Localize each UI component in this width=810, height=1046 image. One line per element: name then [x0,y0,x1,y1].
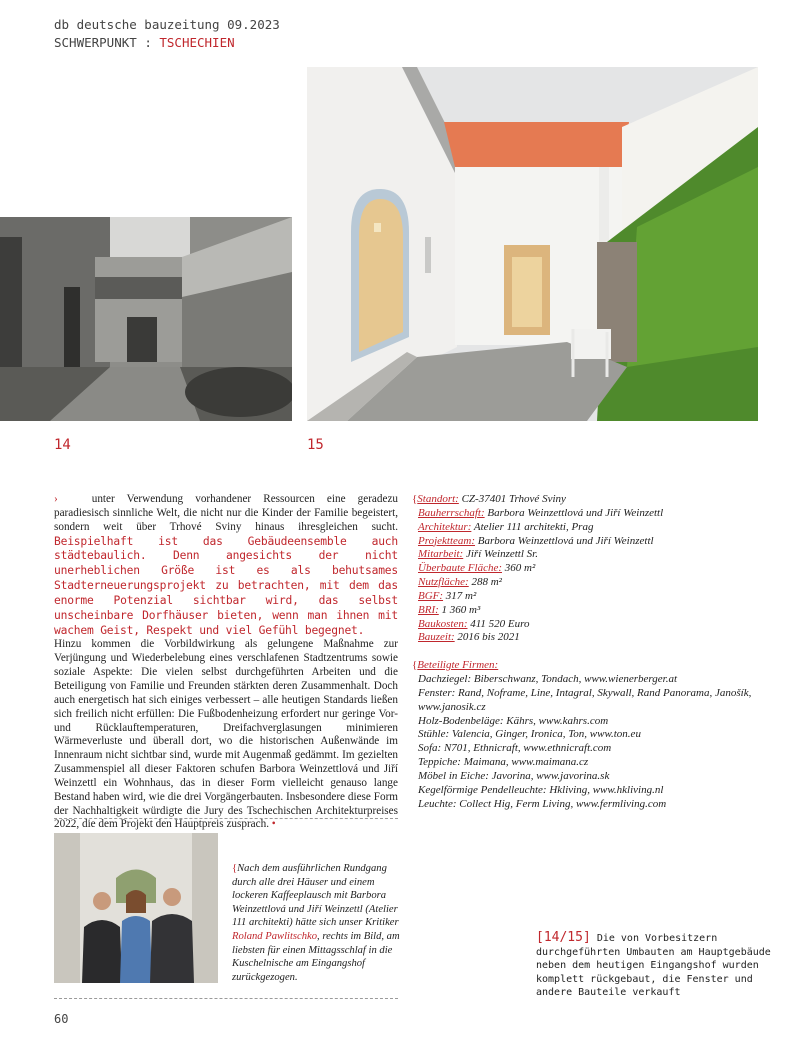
paragraph-1: unter Verwendung vorhandener Ressourcen eine geradezu paradiesisch sinnliche Welt, die nicht nur die Kinder der Familie begeistert, sondern weit über Trhové Sviny hinaus ihresgleichen sucht. [54,493,398,533]
facts-brace: { [412,493,418,505]
fact-key: BRI: [418,603,439,616]
fact-key: BGF: [418,589,444,602]
fact-value: Atelier 111 architekti, Prag [471,520,594,533]
firm-item: Teppiche: Maimana, www.maimana.cz [418,756,589,769]
figure-caption [536,931,776,1000]
section-label: SCHWERPUNKT [54,35,137,50]
page-number: 60 [54,1012,69,1026]
fact-key: Architektur: [418,520,472,533]
firms-brace: { [412,659,418,672]
fact-value: 288 m² [468,576,502,589]
photo-renovated-courtyard [307,67,758,421]
fact-row [412,576,762,590]
firm-item: Kegelförmige Pendelleuchte: Hkliving, www.hkliving.nl [418,783,664,796]
fact-value: 2016 bis 2021 [454,631,520,644]
figure-number-15: 15 [307,437,324,453]
project-facts [412,493,762,811]
divider-bottom [54,998,398,999]
firm-item: Möbel in Eiche: Javorina, www.javorina.sk [418,769,610,782]
fact-value: Jiří Weinzettl Sr. [463,548,538,561]
article-body [54,493,398,832]
fact-key: Mitarbeit: [418,548,464,561]
fact-row [412,562,762,576]
fact-value: Barbora Weinzettlová und Jiří Weinzettl [475,534,654,547]
topic-label: TSCHECHIEN [159,35,235,50]
caption-text-end: , rechts im Bild, am liebsten für einen Mittagsschlaf in die Kuschelnische am Eingangshof zurückgezogen. [232,930,400,983]
fact-value: 411 520 Euro [467,617,530,630]
fact-key: Überbaute Fläche: [418,562,502,575]
firm-item: Dachziegel: Biberschwanz, Tondach, www.wienerberger.at [418,672,677,685]
fact-row [412,493,762,507]
firms-heading-row [412,659,762,673]
fact-key: Bauzeit: [418,631,455,644]
firm-item: Leuchte: Collect Hig, Ferm Living, www.fermliving.com [418,797,667,810]
pull-quote: Beispielhaft ist das Gebäudeensemble auch städtebaulich. Denn angesichts der nicht unerheblichen Größe ist es als behutsames Stadterneuerungsprojekt zu betrachten, mit dem das enorme Potenzial sichtbar wird, das selbst unscheinbare Dorfhäuser bieten, wenn man ihnen mit wachem Geist, Respekt und viel Gefühl begegnet. [54,534,398,637]
section-separator: : [136,35,160,50]
firm-item: Stühle: Valencia, Ginger, Ironica, Ton, www.ton.eu [418,728,641,741]
section-line [54,34,280,52]
fact-value: Barbora Weinzettlová und Jiří Weinzettl [484,506,664,519]
fact-row [412,618,762,632]
team-photo-caption [232,862,402,984]
continuation-arrow: › [54,493,58,505]
fact-value: 360 m² [502,562,536,575]
fact-key: Baukosten: [418,617,468,630]
end-mark: • [271,818,276,831]
fact-row [412,604,762,618]
fact-key: Bauherrschaft: [418,506,485,519]
fact-row [412,548,762,562]
fact-value: CZ-37401 Trhové Sviny [458,493,566,505]
caption-text-start: Nach dem ausführlichen Rundgang durch alle drei Häuser und einem lockeren Kaffeeplausch mit Barbora Weinzettlová und Jiří Weinzettl (Atelier 111 architekti) hätte sich unser Kritiker [232,863,399,929]
fact-row [412,631,762,645]
photo-old-courtyard [0,217,292,421]
photo-team [54,833,218,983]
fact-value: 1 360 m³ [438,603,481,616]
facts-list [412,493,762,645]
caption-brace: { [232,863,238,874]
fact-key: Projektteam: [418,534,476,547]
fact-value: 317 m² [443,589,477,602]
divider-top [54,818,398,819]
paragraph-2: Hinzu kommen die Vorbildwirkung als gelungene Maßnahme zur Verjüngung und Wiederbelebung eines verschlafenen Stadtzentrums sowie soziale Aspekte: Die vielen selbst durchgeführten Arbeiten und die Beteiligung von Familie und Freunden stärkten deren Zusammenhalt. Doch auch energetisch hat sich einiges verbessert – alle heutigen Standards ließen sich freilich nicht erfüllen: Die Fußbodenheizung erfordert nur geringe Vor- und Rücklauftemperaturen, Dreifachverglasungen minimieren Wärmeverluste und überall dort, wo die historischen Außenwände im Innenraum nicht sichtbar sind, wurde mit Augenmaß gedämmt. Im gezielten Zusammenspiel all dieser Faktoren schufen Barbora Weinzettlová und Jiří Weinzettl ein Wohnhaus, das in dieser Form vielleicht genauso lange Bestand haben wird, wie die drei Vorgängerbauten. Insbesondere diese Form der Nachhaltigkeit würdigte die Jury des Tschechischen Architekturpreises 2022, die dem Projekt den Hauptpreis zusprach. [54,638,398,831]
fact-row [412,507,762,521]
figure-caption-text: Die von Vorbesitzern durchgeführten Umbauten am Hauptgebäude neben dem heutigen Eingangshof wurden komplett rückgebaut, die Fenster und andere Bauteile verkauft [536,933,771,999]
magazine-issue: db deutsche bauzeitung 09.2023 [54,17,280,32]
fact-key: Standort: [417,493,459,505]
fact-row [412,590,762,604]
fact-row [412,521,762,535]
figure-number-14: 14 [54,437,71,453]
fact-row [412,535,762,549]
firm-item: Fenster: Rand, Noframe, Line, Intagral, Skywall, Rand Panorama, Janošík, www.janosik.cz [418,686,752,713]
firm-item: Sofa: N701, Ethnicraft, www.ethnicraft.com [418,742,612,755]
firms-heading: Beteiligte Firmen: [417,659,499,672]
critic-name: Roland Pawlitschko [232,930,318,942]
fact-key: Nutzfläche: [418,576,469,589]
figure-caption-number: [14/15] [536,930,591,945]
firms-list [412,673,762,811]
running-header [54,16,280,52]
firm-item: Holz-Bodenbeläge: Kährs, www.kahrs.com [418,714,609,727]
